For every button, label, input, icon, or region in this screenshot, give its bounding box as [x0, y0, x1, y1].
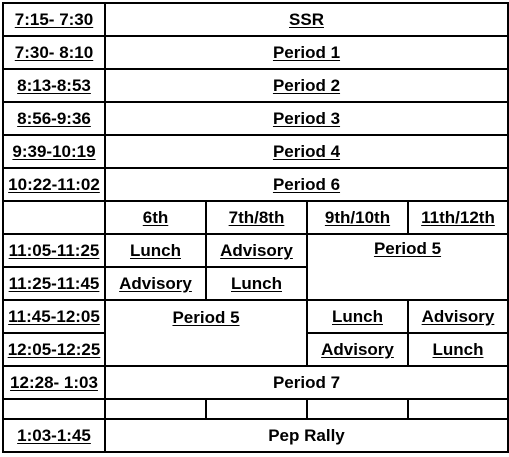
bell-schedule-table	[2, 2, 509, 453]
empty-cell	[206, 399, 307, 419]
period-cell: Period 6	[105, 168, 508, 201]
time-cell: 11:45-12:05	[3, 300, 105, 333]
lunch-cell-9th-10th: Lunch	[307, 300, 408, 333]
period-5-upper-grades-cell: Period 5	[307, 234, 508, 300]
period-cell: Period 4	[105, 135, 508, 168]
period-5-lower-grades-cell: Period 5	[105, 300, 307, 366]
spacer-row	[3, 399, 508, 419]
period-cell: Period 3	[105, 102, 508, 135]
grade-header-9th-10th: 9th/10th	[307, 201, 408, 234]
lunch-cell-11th-12th: Lunch	[408, 333, 508, 366]
lunch-cell-6th: Lunch	[105, 234, 206, 267]
grade-header-7th-8th: 7th/8th	[206, 201, 307, 234]
lunch-row-3	[3, 300, 508, 333]
advisory-cell-6th: Advisory	[105, 267, 206, 300]
empty-cell	[105, 399, 206, 419]
grade-header-row	[3, 201, 508, 234]
advisory-cell-7th-8th: Advisory	[206, 234, 307, 267]
time-cell: 7:30- 8:10	[3, 36, 105, 69]
schedule-row-period-2	[3, 69, 508, 102]
schedule-row-ssr	[3, 3, 508, 36]
empty-cell	[408, 399, 508, 419]
time-cell: 8:13-8:53	[3, 69, 105, 102]
lunch-row-1	[3, 234, 508, 267]
empty-time-cell	[3, 201, 105, 234]
advisory-cell-11th-12th: Advisory	[408, 300, 508, 333]
grade-header-6th: 6th	[105, 201, 206, 234]
period-cell: Period 7	[105, 366, 508, 399]
schedule-row-period-3	[3, 102, 508, 135]
grade-header-11th-12th: 11th/12th	[408, 201, 508, 234]
time-cell: 12:28- 1:03	[3, 366, 105, 399]
time-cell: 12:05-12:25	[3, 333, 105, 366]
time-cell: 11:25-11:45	[3, 267, 105, 300]
empty-cell	[3, 399, 105, 419]
time-cell: 11:05-11:25	[3, 234, 105, 267]
schedule-row-pep-rally	[3, 419, 508, 452]
pep-rally-cell: Pep Rally	[105, 419, 508, 452]
time-cell: 9:39-10:19	[3, 135, 105, 168]
period-cell: Period 2	[105, 69, 508, 102]
lunch-cell-7th-8th: Lunch	[206, 267, 307, 300]
period-cell: SSR	[105, 3, 508, 36]
period-cell: Period 1	[105, 36, 508, 69]
schedule-row-period-6	[3, 168, 508, 201]
schedule-row-period-1	[3, 36, 508, 69]
schedule-row-period-7	[3, 366, 508, 399]
time-cell: 1:03-1:45	[3, 419, 105, 452]
advisory-cell-9th-10th: Advisory	[307, 333, 408, 366]
schedule-row-period-4	[3, 135, 508, 168]
empty-cell	[307, 399, 408, 419]
time-cell: 8:56-9:36	[3, 102, 105, 135]
time-cell: 7:15- 7:30	[3, 3, 105, 36]
time-cell: 10:22-11:02	[3, 168, 105, 201]
